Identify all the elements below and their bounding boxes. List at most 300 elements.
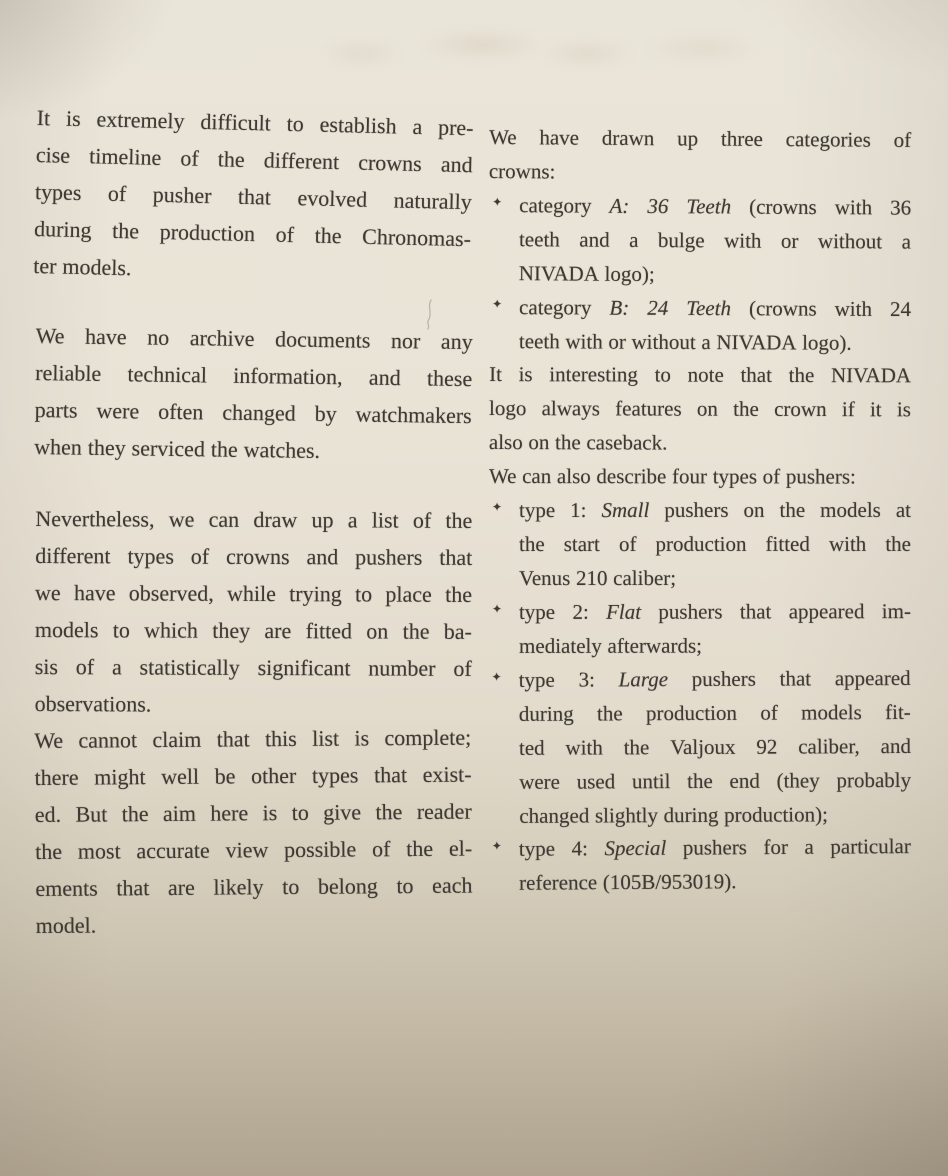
word: sis bbox=[34, 654, 59, 680]
text-line bbox=[35, 500, 472, 539]
text-line bbox=[35, 611, 472, 650]
word: statistically bbox=[139, 654, 240, 681]
word: well bbox=[161, 764, 200, 790]
word: It bbox=[489, 362, 502, 387]
word: 3: bbox=[578, 666, 595, 692]
word: always bbox=[541, 396, 600, 421]
word: reader bbox=[416, 799, 472, 825]
text-line bbox=[35, 793, 472, 834]
word: it bbox=[869, 397, 882, 422]
word: complete; bbox=[384, 724, 472, 751]
word: reference bbox=[519, 870, 598, 895]
word: with bbox=[834, 194, 873, 220]
word: might bbox=[94, 764, 146, 791]
bullet-item bbox=[489, 494, 911, 596]
word: of bbox=[190, 543, 210, 569]
italic-word: Special bbox=[604, 835, 667, 861]
italic-word: B: bbox=[609, 295, 630, 320]
word: type bbox=[518, 497, 556, 522]
text-line bbox=[489, 460, 911, 494]
word: that bbox=[116, 875, 150, 902]
word: and bbox=[880, 733, 911, 758]
word: any bbox=[440, 329, 473, 355]
word: We bbox=[35, 323, 65, 349]
word: the bbox=[314, 222, 342, 249]
word: a bbox=[901, 229, 912, 254]
word: up bbox=[677, 126, 699, 151]
word: We bbox=[488, 464, 517, 489]
word: start bbox=[563, 531, 600, 556]
word: describe bbox=[596, 464, 667, 489]
word: that bbox=[237, 183, 272, 210]
text-line bbox=[36, 904, 473, 945]
word: likely bbox=[213, 874, 264, 901]
text-line bbox=[519, 763, 911, 799]
italic-word: Small bbox=[601, 497, 650, 522]
bullet-item bbox=[489, 291, 911, 361]
bullet-icon: ✦ bbox=[491, 601, 503, 616]
word: is bbox=[518, 362, 533, 387]
text-line bbox=[519, 325, 911, 361]
word: Valjoux bbox=[670, 734, 736, 759]
word: four bbox=[672, 464, 708, 489]
word: the bbox=[623, 734, 650, 759]
word: the bbox=[445, 581, 473, 607]
word: pushers bbox=[682, 835, 748, 860]
word: on bbox=[696, 396, 718, 421]
word: We bbox=[489, 125, 517, 150]
bullet-icon: ✦ bbox=[492, 194, 503, 209]
word: teeth bbox=[518, 226, 560, 252]
word: the bbox=[375, 799, 403, 825]
word: serviced bbox=[131, 436, 206, 463]
word: drawn bbox=[601, 125, 655, 151]
bullet-icon: ✦ bbox=[492, 296, 503, 311]
word: ements bbox=[35, 876, 98, 902]
word: during bbox=[518, 700, 574, 726]
word: observed, bbox=[128, 580, 214, 606]
word: exist- bbox=[422, 762, 472, 788]
word: and bbox=[579, 227, 610, 252]
paragraph bbox=[34, 317, 473, 471]
word: were bbox=[519, 768, 561, 794]
italic-word: 24 bbox=[647, 295, 669, 320]
word: technical bbox=[127, 361, 208, 388]
word: the bbox=[111, 218, 140, 244]
text-line bbox=[35, 830, 472, 871]
word: a bbox=[629, 227, 639, 252]
show-through-smudge bbox=[290, 16, 770, 80]
paragraph bbox=[489, 358, 911, 461]
left-text-column bbox=[32, 99, 474, 945]
word: NIVADA bbox=[716, 329, 797, 354]
word: caliber, bbox=[798, 733, 860, 758]
text-line bbox=[519, 562, 911, 596]
word: models bbox=[34, 617, 99, 643]
paragraph bbox=[33, 99, 474, 295]
paragraph bbox=[489, 121, 911, 192]
word: list bbox=[371, 507, 399, 533]
text-line bbox=[519, 291, 911, 327]
text-line bbox=[519, 797, 911, 833]
word: cannot bbox=[78, 727, 138, 754]
word: Chronomas- bbox=[361, 224, 472, 252]
word: significant bbox=[257, 655, 351, 681]
word: the bbox=[885, 531, 912, 556]
text-line bbox=[489, 358, 911, 393]
word: of bbox=[371, 836, 391, 863]
word: appeared bbox=[788, 598, 865, 624]
word: or bbox=[608, 329, 626, 354]
word: different bbox=[35, 542, 111, 569]
italic-word: Flat bbox=[606, 599, 642, 624]
word: types bbox=[127, 543, 174, 569]
word: of bbox=[760, 699, 778, 725]
word: changed bbox=[519, 802, 590, 827]
word: types bbox=[712, 464, 758, 489]
word: there bbox=[34, 765, 79, 791]
word: extremely bbox=[96, 106, 185, 134]
word: the bbox=[406, 836, 434, 862]
italic-word: A: bbox=[609, 193, 630, 218]
text-line bbox=[489, 426, 911, 461]
word: place bbox=[385, 581, 432, 607]
word: three bbox=[720, 126, 763, 151]
word: evolved bbox=[297, 185, 368, 213]
word: ba- bbox=[443, 618, 472, 645]
word: to bbox=[654, 362, 672, 387]
word: to bbox=[291, 800, 309, 826]
word: types bbox=[34, 179, 82, 206]
text-line bbox=[519, 864, 911, 901]
italic-word: Teeth bbox=[686, 194, 732, 219]
word: im- bbox=[881, 598, 911, 623]
word: caseback. bbox=[586, 430, 668, 455]
word: no bbox=[147, 325, 170, 351]
word: the bbox=[596, 700, 623, 725]
word: or bbox=[780, 228, 799, 253]
word: It bbox=[36, 105, 51, 131]
word: they bbox=[212, 617, 251, 644]
text-line bbox=[519, 729, 911, 765]
word: with bbox=[724, 228, 762, 253]
word: that bbox=[779, 665, 812, 691]
word: is bbox=[262, 800, 278, 826]
word: pushers bbox=[691, 666, 756, 691]
word: different bbox=[263, 147, 340, 175]
word: the bbox=[210, 437, 238, 463]
word: end bbox=[729, 767, 760, 793]
word: draw bbox=[253, 506, 298, 532]
text-line bbox=[519, 661, 911, 697]
word: appeared bbox=[834, 665, 911, 690]
word: We bbox=[34, 728, 64, 754]
word: be bbox=[214, 763, 236, 790]
word: production bbox=[655, 531, 747, 556]
word: Nevertheless, bbox=[35, 505, 155, 532]
bullet-item bbox=[489, 189, 912, 293]
word: 1: bbox=[570, 497, 587, 522]
word: until bbox=[631, 768, 671, 793]
word: used bbox=[576, 768, 616, 793]
bullet-item bbox=[489, 661, 912, 833]
word: have bbox=[84, 324, 127, 350]
word: that bbox=[216, 726, 250, 752]
word: afterwards; bbox=[607, 633, 702, 658]
word: slightly bbox=[594, 802, 659, 827]
word: fitted bbox=[305, 618, 353, 644]
word: to bbox=[354, 581, 373, 607]
word: and bbox=[368, 365, 401, 391]
word: a bbox=[701, 329, 711, 354]
paragraph bbox=[35, 500, 473, 724]
word: are bbox=[264, 618, 292, 644]
word: by bbox=[314, 401, 337, 427]
word: list bbox=[312, 726, 340, 752]
word: we bbox=[35, 580, 61, 606]
word: pushers: bbox=[785, 464, 856, 489]
word: logo bbox=[488, 396, 527, 421]
word: production bbox=[645, 700, 738, 725]
word: 4: bbox=[571, 836, 588, 861]
word: of bbox=[107, 180, 127, 207]
word: logo). bbox=[802, 329, 852, 355]
word: on bbox=[743, 497, 765, 522]
word: belong bbox=[317, 874, 378, 900]
word: type bbox=[518, 599, 556, 624]
text-line bbox=[35, 537, 472, 576]
bullet-icon: ✦ bbox=[491, 499, 503, 514]
word: (they bbox=[776, 767, 820, 792]
word: most bbox=[77, 839, 121, 865]
word: to bbox=[112, 617, 130, 643]
word: difficult bbox=[200, 108, 272, 136]
word: watchmakers bbox=[355, 402, 472, 429]
text-line bbox=[34, 429, 471, 472]
word: production); bbox=[724, 801, 828, 826]
word: number bbox=[368, 655, 436, 681]
word: a bbox=[347, 507, 358, 533]
text-line bbox=[519, 223, 911, 259]
word: of bbox=[412, 507, 432, 533]
word: have bbox=[73, 580, 116, 606]
word: claim bbox=[152, 727, 202, 753]
word: with bbox=[828, 531, 867, 556]
word: note bbox=[687, 362, 724, 388]
word: types bbox=[311, 762, 359, 789]
word: the bbox=[217, 146, 246, 173]
text-line bbox=[489, 392, 911, 427]
word: each bbox=[432, 873, 473, 899]
word: ter bbox=[32, 253, 57, 279]
word: 24 bbox=[889, 296, 912, 321]
word: we bbox=[168, 506, 195, 532]
word: naturally bbox=[393, 187, 473, 215]
word: at bbox=[895, 497, 911, 522]
word: of bbox=[618, 531, 637, 556]
word: the bbox=[35, 839, 63, 865]
word: But bbox=[75, 802, 108, 828]
word: also bbox=[488, 430, 523, 455]
word: a bbox=[804, 834, 814, 859]
word: the bbox=[445, 507, 473, 533]
word: the bbox=[121, 801, 149, 827]
word: when bbox=[34, 434, 83, 461]
paragraph bbox=[34, 719, 473, 945]
word: give bbox=[323, 800, 362, 826]
paragraph bbox=[489, 460, 911, 494]
word: probably bbox=[836, 767, 912, 792]
text-line bbox=[35, 648, 472, 687]
word: bulge bbox=[657, 227, 705, 253]
text-line bbox=[519, 629, 911, 664]
word: 210 bbox=[576, 565, 608, 590]
word: also bbox=[556, 464, 591, 489]
word: up bbox=[311, 507, 334, 533]
word: NIVADA bbox=[830, 363, 912, 388]
word: teeth bbox=[518, 328, 560, 353]
word: that bbox=[373, 762, 408, 788]
word: often bbox=[158, 399, 204, 426]
text-line bbox=[519, 595, 911, 630]
word: they bbox=[87, 435, 126, 462]
word: is bbox=[354, 725, 370, 751]
word: particular bbox=[830, 834, 911, 859]
word: observations. bbox=[34, 691, 152, 717]
word: this bbox=[264, 726, 297, 752]
word: view bbox=[225, 837, 269, 864]
word: on bbox=[366, 618, 389, 644]
word: 2: bbox=[572, 599, 589, 624]
word: can bbox=[522, 464, 552, 489]
text-line bbox=[35, 867, 472, 908]
word: fitted bbox=[765, 531, 810, 556]
word: of bbox=[275, 221, 295, 248]
word: are bbox=[167, 875, 195, 901]
word: establish bbox=[319, 111, 397, 139]
word: of bbox=[762, 464, 781, 489]
word: pushers bbox=[355, 544, 423, 570]
text-line bbox=[519, 695, 911, 731]
word: during bbox=[33, 216, 92, 243]
word: category bbox=[519, 192, 592, 218]
bullet-icon: ✦ bbox=[491, 838, 502, 854]
word: category bbox=[519, 294, 592, 320]
word: is bbox=[896, 397, 911, 422]
bullet-item bbox=[489, 830, 911, 901]
word: Venus bbox=[519, 565, 571, 590]
word: during bbox=[663, 802, 719, 827]
word: of bbox=[180, 145, 199, 171]
word: ted bbox=[518, 735, 545, 760]
text-line bbox=[489, 121, 911, 158]
word: trying bbox=[289, 581, 342, 607]
word: of bbox=[893, 127, 912, 152]
word: timeline bbox=[88, 143, 162, 171]
word: information, bbox=[233, 363, 343, 390]
word: crowns: bbox=[488, 158, 556, 184]
word: NIVADA bbox=[518, 260, 599, 286]
word: which bbox=[144, 617, 199, 643]
word: models. bbox=[62, 254, 132, 281]
word: the bbox=[402, 618, 430, 644]
word: models bbox=[801, 699, 862, 724]
word: the bbox=[687, 768, 713, 793]
word: pushers bbox=[658, 599, 723, 624]
word: pre- bbox=[437, 114, 474, 141]
word: crowns bbox=[357, 149, 423, 177]
word: with bbox=[565, 734, 603, 759]
word: accurate bbox=[136, 838, 210, 864]
text-line bbox=[519, 830, 911, 867]
word: with bbox=[834, 296, 873, 321]
word: other bbox=[250, 763, 297, 789]
word: type bbox=[518, 667, 555, 692]
word: that bbox=[740, 363, 773, 388]
word: model. bbox=[35, 913, 97, 939]
italic-word: Teeth bbox=[686, 295, 732, 320]
word: fit- bbox=[885, 699, 911, 724]
word: the bbox=[788, 363, 815, 388]
word: and bbox=[440, 151, 473, 178]
text-line bbox=[519, 494, 911, 528]
word: mediately bbox=[519, 633, 602, 658]
word: that bbox=[739, 599, 772, 624]
word: here bbox=[210, 800, 249, 827]
word: (105B/953019). bbox=[602, 869, 737, 895]
word: cise bbox=[35, 142, 71, 168]
word: (crowns bbox=[748, 295, 817, 321]
word: is bbox=[65, 105, 82, 132]
word: while bbox=[226, 580, 276, 607]
word: without bbox=[817, 228, 883, 254]
word: ed. bbox=[34, 802, 62, 828]
italic-word: Large bbox=[618, 666, 669, 691]
word: of bbox=[75, 654, 95, 680]
word: that bbox=[439, 544, 473, 570]
text-line bbox=[35, 574, 472, 613]
text-line bbox=[34, 756, 471, 797]
word: reliable bbox=[35, 360, 102, 387]
right-text-column bbox=[489, 121, 911, 901]
word: the bbox=[779, 497, 806, 522]
word: the bbox=[518, 531, 545, 556]
word: a bbox=[111, 654, 122, 680]
word: of bbox=[453, 656, 472, 682]
word: models bbox=[820, 497, 881, 522]
word: features bbox=[615, 396, 682, 421]
text-line bbox=[34, 719, 471, 760]
word: pusher bbox=[152, 181, 212, 209]
word: 92 bbox=[756, 733, 778, 759]
word: parts bbox=[34, 397, 78, 424]
word: type bbox=[518, 836, 556, 861]
bullet-icon: ✦ bbox=[491, 669, 502, 684]
word: the bbox=[733, 397, 759, 422]
word: logo); bbox=[604, 261, 655, 286]
word: a bbox=[412, 113, 423, 140]
word: to bbox=[286, 110, 305, 137]
word: archive bbox=[189, 325, 255, 352]
word: the bbox=[554, 430, 581, 455]
text-line bbox=[519, 189, 911, 225]
word: aim bbox=[162, 801, 197, 827]
word: and bbox=[306, 544, 339, 570]
word: on bbox=[528, 430, 550, 455]
word: crown bbox=[774, 397, 827, 422]
word: possible bbox=[284, 837, 357, 863]
word: caliber; bbox=[613, 565, 677, 590]
